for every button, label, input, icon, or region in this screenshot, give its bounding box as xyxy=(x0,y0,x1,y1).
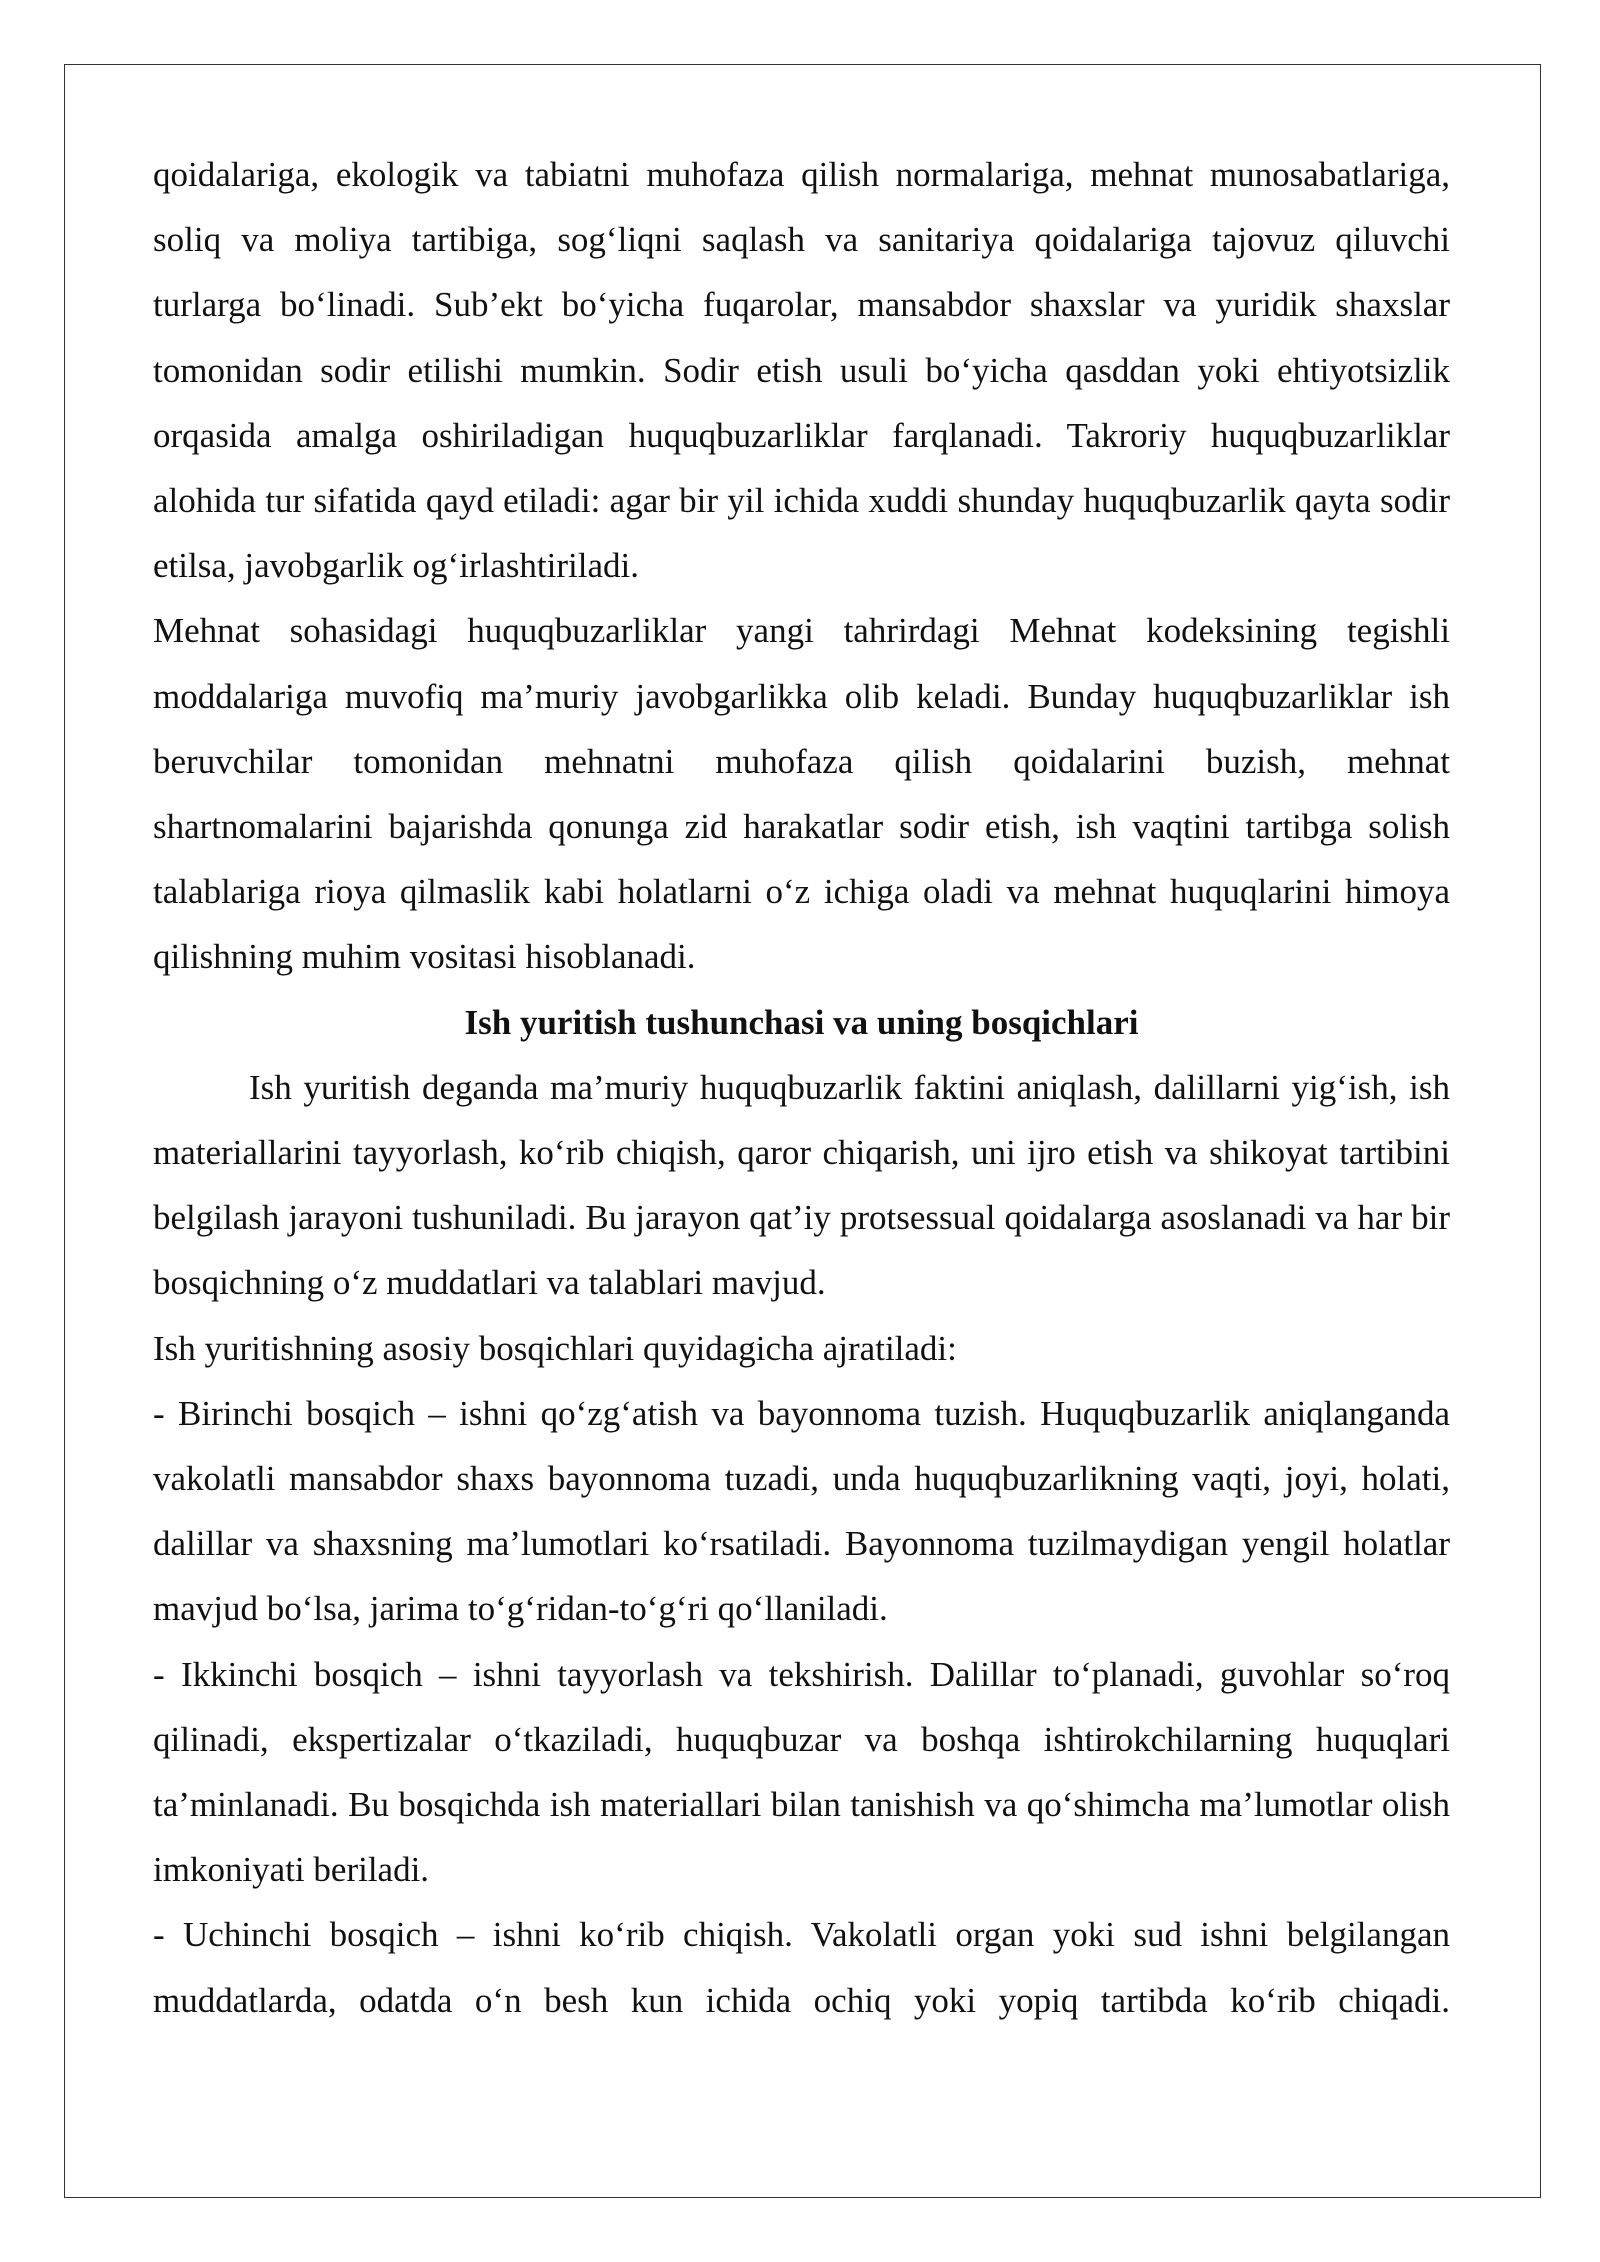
paragraph-stages-intro: Ish yuritishning asosiy bosqichlari quyidagicha ajratiladi: xyxy=(153,1328,957,1368)
document-body xyxy=(153,142,1450,2033)
paragraph-proceedings-definition: Ish yuritish deganda ma’muriy huquqbuzarlik faktini aniqlash, dalillarni yig‘ish, ish materiallarini tayyorlash, ko‘rib chiqish, qaror chiqarish, uni ijro etish va shikoyat tartibini belgilash jarayoni tushuniladi. Bu jarayon qat’iy protsessual qoidalarga asoslanadi va har bir bosqichning o‘z muddatlari va talablari mavjud. xyxy=(153,1067,1450,1303)
paragraph-offense-types: qoidalariga, ekologik va tabiatni muhofaza qilish normalariga, mehnat munosabatlariga, soliq va moliya tartibiga, sog‘liqni saqlash va sanitariya qoidalariga tajovuz qiluvchi turlarga bo‘linadi. Sub’ekt bo‘yicha fuqarolar, mansabdor shaxslar va yuridik shaxslar tomonidan sodir etilishi mumkin. Sodir etish usuli bo‘yicha qasddan yoki ehtiyotsizlik orqasida amalga oshiriladigan huquqbuzarliklar farqlanadi. Takroriy huquqbuzarliklar alohida tur sifatida qayd etiladi: agar bir yil ichida xuddi shunday huquqbuzarlik qayta sodir etilsa, javobgarlik og‘irlashtiriladi. xyxy=(153,155,1450,586)
list-item-stage-three: - Uchinchi bosqich – ishni ko‘rib chiqish. Vakolatli organ yoki sud ishni belgilangan muddatlarda, odatda o‘n besh kun ichida ochiq yoki yopiq tartibda ko‘rib chiqadi. xyxy=(153,1915,1450,2020)
section-heading: Ish yuritish tushunchasi va uning bosqichlari xyxy=(464,1002,1139,1042)
paragraph-labor-offenses: Mehnat sohasidagi huquqbuzarliklar yangi tahrirdagi Mehnat kodeksining tegishli moddalariga muvofiq ma’muriy javobgarlikka olib keladi. Bunday huquqbuzarliklar ish beruvchilar tomonidan mehnatni muhofaza qilish qoidalarini buzish, mehnat shartnomalarini bajarishda qonunga zid harakatlar sodir etish, ish vaqtini tartibga solish talablariga rioya qilmaslik kabi holatlarni o‘z ichiga oladi va mehnat huquqlarini himoya qilishning muhim vositasi hisoblanadi. xyxy=(153,611,1450,977)
list-item-stage-one: - Birinchi bosqich – ishni qo‘zg‘atish va bayonnoma tuzish. Huquqbuzarlik aniqlanganda vakolatli mansabdor shaxs bayonnoma tuzadi, unda huquqbuzarlikning vaqti, joyi, holati, dalillar va shaxsning ma’lumotlari ko‘rsatiladi. Bayonnoma tuzilmaydigan yengil holatlar mavjud bo‘lsa, jarima to‘g‘ridan-to‘g‘ri qo‘llaniladi. xyxy=(153,1393,1450,1629)
list-item-stage-two: - Ikkinchi bosqich – ishni tayyorlash va tekshirish. Dalillar to‘planadi, guvohlar so‘roq qilinadi, ekspertizalar o‘tkaziladi, huquqbuzar va boshqa ishtirokchilarning huquqlari ta’minlanadi. Bu bosqichda ish materiallari bilan tanishish va qo‘shimcha ma’lumotlar olish imkoniyati beriladi. xyxy=(153,1654,1450,1890)
